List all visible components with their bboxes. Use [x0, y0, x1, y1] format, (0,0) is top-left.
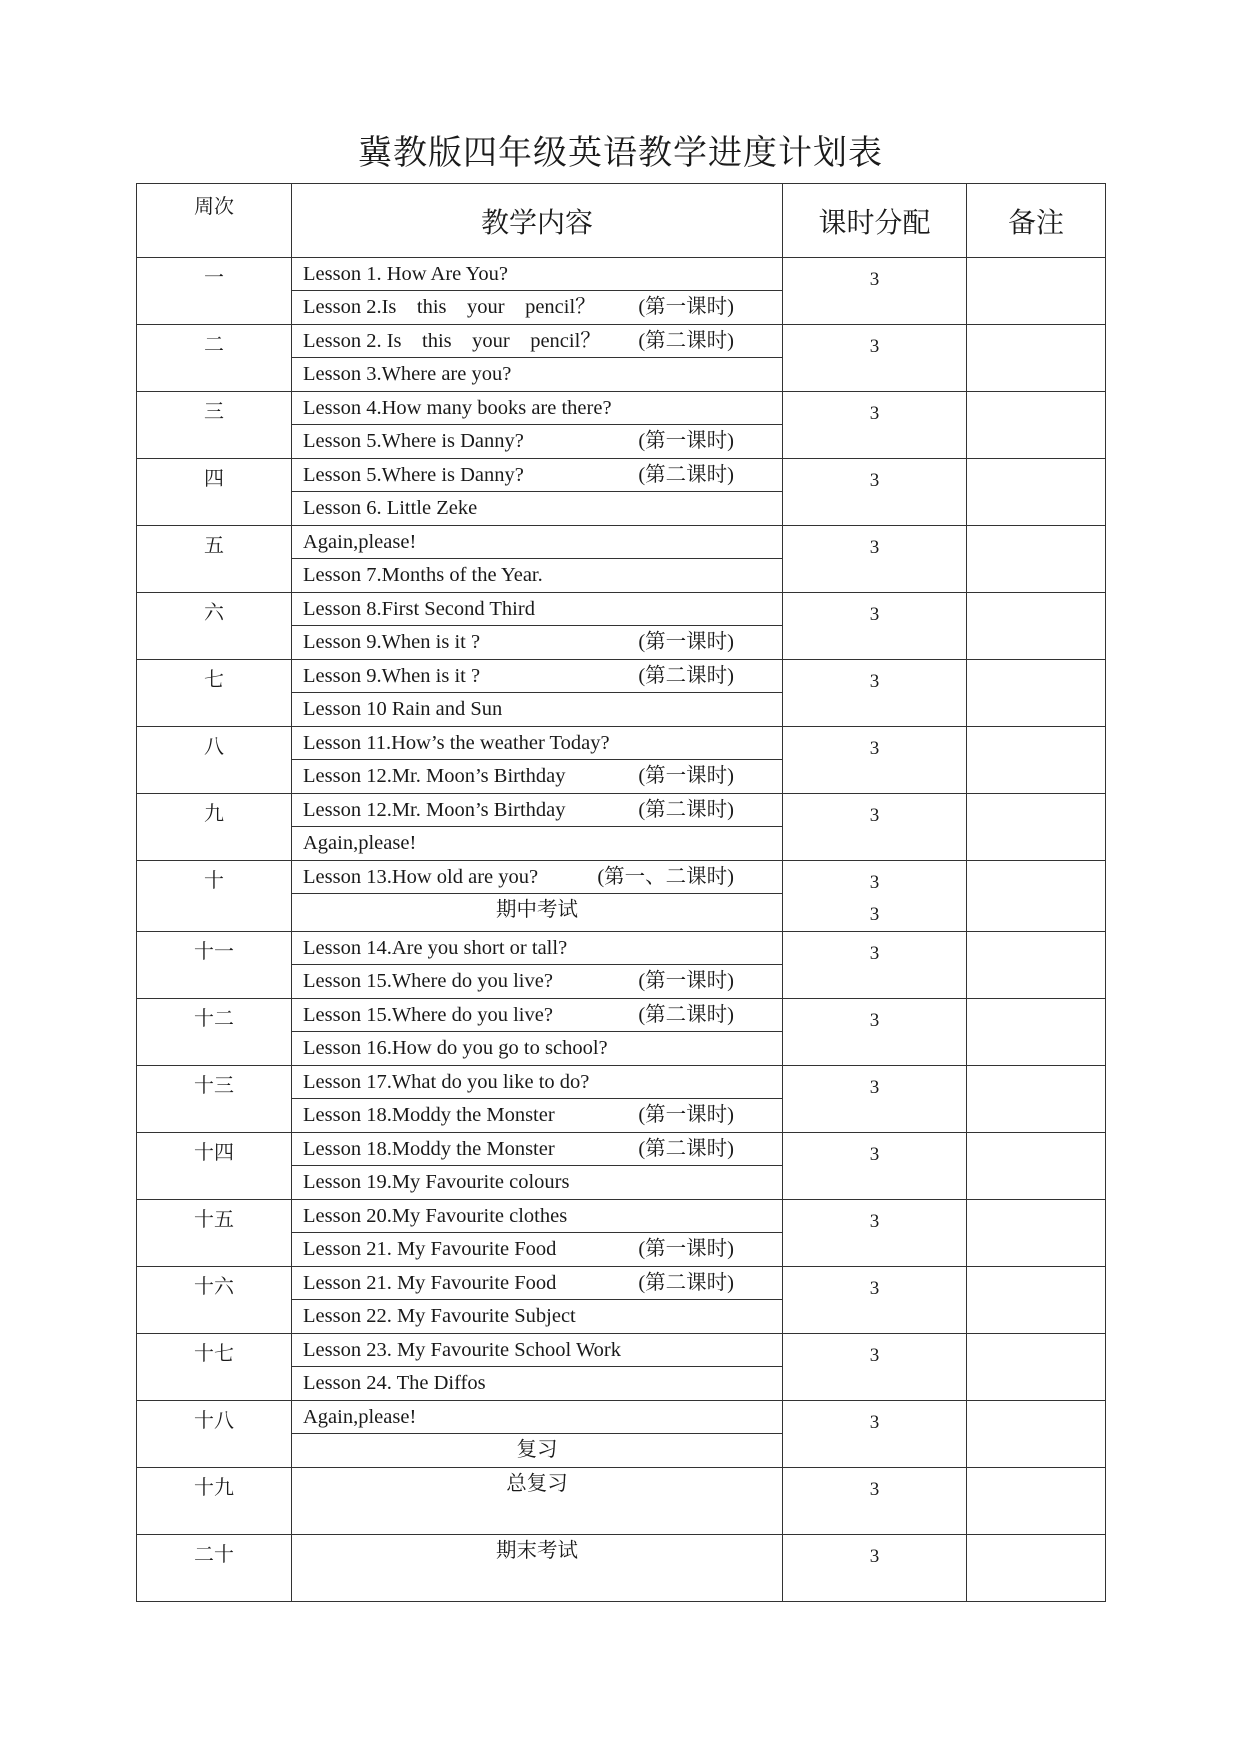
table-row [137, 593, 1106, 660]
period-tag: (第一、二课时) [597, 866, 734, 888]
week-label: 十六 [194, 1276, 234, 1298]
week-cell [137, 1468, 292, 1535]
week-cell [137, 1133, 292, 1200]
week-cell [137, 794, 292, 861]
hours-value: 3 [869, 1345, 880, 1366]
hours-cell [783, 861, 967, 932]
week-cell [137, 258, 292, 325]
notes-cell [967, 459, 1106, 526]
table-row [137, 1133, 1106, 1200]
content-cell [292, 1535, 783, 1602]
hours-value: 3 [869, 1546, 880, 1567]
period-tag: (第二课时) [638, 1004, 734, 1026]
content-line [292, 827, 782, 860]
week-label: 十七 [194, 1343, 234, 1365]
hours-value: 3 [869, 604, 880, 625]
notes-cell [967, 660, 1106, 727]
content-line [292, 932, 782, 965]
lesson-text: Lesson 2. Is this your pencil？ [303, 330, 601, 352]
lesson-text: Lesson 1. How Are You? [303, 263, 508, 285]
week-cell [137, 1334, 292, 1401]
period-tag: (第一课时) [638, 1238, 734, 1260]
hours-value: 3 [869, 1278, 880, 1299]
lesson-text: Lesson 6. Little Zeke [303, 497, 478, 519]
notes-cell [967, 392, 1106, 459]
lesson-text: Lesson 12.Mr. Moon’s Birthday [303, 765, 566, 787]
content-line [292, 626, 782, 659]
content-line [292, 1468, 782, 1534]
hours-cell [783, 660, 967, 727]
content-line [292, 325, 782, 358]
content-line [292, 861, 782, 894]
table-row [137, 1401, 1106, 1468]
content-line [292, 1300, 782, 1333]
lesson-text: Lesson 8.First Second Third [303, 598, 535, 620]
content-line [292, 894, 782, 927]
lesson-text: Lesson 3.Where are you? [303, 363, 512, 385]
lesson-text: Lesson 20.My Favourite clothes [303, 1205, 568, 1227]
week-cell [137, 1066, 292, 1133]
hours-value: 3 [869, 1010, 880, 1031]
period-tag: (第二课时) [638, 1138, 734, 1160]
table-row [137, 1267, 1106, 1334]
period-tag: (第一课时) [638, 1104, 734, 1126]
lesson-text: Lesson 11.How’s the weather Today? [303, 732, 610, 754]
hours-cell [783, 1334, 967, 1401]
hours-cell [783, 1200, 967, 1267]
content-cell [292, 660, 783, 727]
hours-cell [783, 1468, 967, 1535]
lesson-text: Lesson 10 Rain and Sun [303, 698, 503, 720]
week-label: 三 [204, 401, 224, 423]
week-cell [137, 727, 292, 794]
header-notes: 备注 [967, 184, 1106, 258]
schedule-table [136, 183, 1106, 1602]
header-hours: 课时分配 [783, 184, 967, 258]
period-tag: (第二课时) [638, 799, 734, 821]
content-cell [292, 861, 783, 932]
lesson-text: Lesson 15.Where do you live? [303, 970, 553, 992]
hours-value: 3 [869, 671, 880, 692]
content-cell [292, 258, 783, 325]
lesson-text: Lesson 16.How do you go to school? [303, 1037, 608, 1059]
content-cell [292, 1267, 783, 1334]
hours-value: 3 [869, 336, 880, 357]
content-line [292, 526, 782, 559]
content-line [292, 425, 782, 458]
notes-cell [967, 526, 1106, 593]
hours-value: 3 [869, 1479, 880, 1500]
lesson-text: Lesson 4.How many books are there? [303, 397, 612, 419]
content-cell [292, 1468, 783, 1535]
table-row [137, 794, 1106, 861]
content-line [292, 660, 782, 693]
lesson-text: 复习 [516, 1439, 558, 1461]
content-cell [292, 459, 783, 526]
content-line [292, 999, 782, 1032]
week-label: 九 [204, 803, 224, 825]
notes-cell [967, 325, 1106, 392]
week-label: 十三 [194, 1075, 234, 1097]
content-line [292, 1099, 782, 1132]
hours-cell [783, 1401, 967, 1468]
lesson-text: Lesson 9.When is it ? [303, 665, 481, 687]
content-line [292, 392, 782, 425]
content-cell [292, 1133, 783, 1200]
period-tag: (第一课时) [638, 631, 734, 653]
week-cell [137, 325, 292, 392]
table-row [137, 660, 1106, 727]
content-cell [292, 727, 783, 794]
period-tag: (第一课时) [638, 765, 734, 787]
hours-cell [783, 727, 967, 794]
content-cell [292, 1334, 783, 1401]
lesson-text: Lesson 5.Where is Danny? [303, 430, 524, 452]
content-cell [292, 392, 783, 459]
week-cell [137, 1267, 292, 1334]
hours-value: 3 [869, 537, 880, 558]
content-line [292, 1133, 782, 1166]
week-label: 十 [204, 870, 224, 892]
week-cell [137, 1401, 292, 1468]
week-cell [137, 1200, 292, 1267]
notes-cell [967, 1267, 1106, 1334]
period-tag: (第二课时) [638, 464, 734, 486]
week-label: 十九 [194, 1477, 234, 1499]
week-label: 十二 [194, 1008, 234, 1030]
lesson-text: Again,please! [303, 832, 417, 854]
week-cell [137, 459, 292, 526]
content-line [292, 459, 782, 492]
content-line [292, 492, 782, 525]
hours-cell [783, 459, 967, 526]
notes-cell [967, 1334, 1106, 1401]
notes-cell [967, 593, 1106, 660]
table-row [137, 1200, 1106, 1267]
notes-cell [967, 999, 1106, 1066]
period-tag: (第一课时) [638, 970, 734, 992]
notes-cell [967, 258, 1106, 325]
hours-cell [783, 1267, 967, 1334]
hours-cell [783, 1535, 967, 1602]
hours-value: 3 [869, 943, 880, 964]
content-line [292, 1267, 782, 1300]
notes-cell [967, 1401, 1106, 1468]
content-line [292, 1032, 782, 1065]
week-label: 五 [204, 535, 224, 557]
table-row [137, 727, 1106, 794]
schedule-body [137, 258, 1106, 1602]
content-cell [292, 1401, 783, 1468]
week-label: 二 [204, 334, 224, 356]
hours-value: 3 [869, 904, 880, 925]
hours-value: 3 [869, 1211, 880, 1232]
hours-cell [783, 794, 967, 861]
week-label: 十四 [194, 1142, 234, 1164]
lesson-text: Lesson 15.Where do you live? [303, 1004, 553, 1026]
content-line [292, 1535, 782, 1601]
table-row [137, 1535, 1106, 1602]
document-title: 冀教版四年级英语教学进度计划表 [358, 135, 883, 172]
content-line [292, 1233, 782, 1266]
lesson-text: Lesson 5.Where is Danny? [303, 464, 524, 486]
week-label: 四 [204, 468, 224, 490]
week-cell [137, 593, 292, 660]
week-label: 十一 [194, 941, 234, 963]
hours-cell [783, 392, 967, 459]
notes-cell [967, 727, 1106, 794]
hours-value: 3 [869, 269, 880, 290]
table-row [137, 459, 1106, 526]
table-row [137, 999, 1106, 1066]
table-row [137, 1334, 1106, 1401]
week-label: 一 [204, 267, 224, 289]
notes-cell [967, 1066, 1106, 1133]
week-label: 十五 [194, 1209, 234, 1231]
content-line [292, 559, 782, 592]
lesson-text: Lesson 2.Is this your pencil？ [303, 296, 596, 318]
notes-cell [967, 932, 1106, 999]
content-line [292, 693, 782, 726]
content-line [292, 794, 782, 827]
lesson-text: Lesson 18.Moddy the Monster [303, 1104, 555, 1126]
content-line [292, 358, 782, 391]
hours-cell [783, 999, 967, 1066]
lesson-text: 期中考试 [496, 899, 578, 921]
content-line [292, 1200, 782, 1233]
hours-value: 3 [869, 1412, 880, 1433]
week-label: 八 [204, 736, 224, 758]
lesson-text: Lesson 23. My Favourite School Work [303, 1339, 621, 1361]
content-line [292, 1367, 782, 1400]
hours-cell [783, 325, 967, 392]
lesson-text: Lesson 14.Are you short or tall? [303, 937, 568, 959]
lesson-text: Lesson 13.How old are you? [303, 866, 539, 888]
period-tag: (第一课时) [638, 430, 734, 452]
hours-value: 3 [869, 1144, 880, 1165]
lesson-text: Lesson 21. My Favourite Food [303, 1238, 557, 1260]
lesson-text: 期末考试 [496, 1540, 578, 1562]
lesson-text: Lesson 19.My Favourite colours [303, 1171, 570, 1193]
content-cell [292, 325, 783, 392]
period-tag: (第二课时) [638, 665, 734, 687]
week-label: 七 [204, 669, 224, 691]
content-line [292, 1066, 782, 1099]
week-cell [137, 861, 292, 932]
notes-cell [967, 1133, 1106, 1200]
content-line [292, 965, 782, 998]
content-cell [292, 794, 783, 861]
lesson-text: Lesson 17.What do you like to do? [303, 1071, 590, 1093]
content-cell [292, 1200, 783, 1267]
lesson-text: 总复习 [506, 1473, 568, 1495]
table-row [137, 861, 1106, 932]
table-row [137, 526, 1106, 593]
notes-cell [967, 1200, 1106, 1267]
table-row [137, 932, 1106, 999]
table-row [137, 325, 1106, 392]
period-tag: (第一课时) [638, 296, 734, 318]
hours-value: 3 [869, 738, 880, 759]
notes-cell [967, 1468, 1106, 1535]
content-cell [292, 593, 783, 660]
week-cell [137, 660, 292, 727]
hours-cell [783, 1066, 967, 1133]
content-line [292, 291, 782, 324]
hours-value: 3 [869, 872, 880, 893]
content-line [292, 258, 782, 291]
content-line [292, 1334, 782, 1367]
lesson-text: Lesson 12.Mr. Moon’s Birthday [303, 799, 566, 821]
lesson-text: Lesson 24. The Diffos [303, 1372, 486, 1394]
notes-cell [967, 1535, 1106, 1602]
notes-cell [967, 794, 1106, 861]
week-label: 二十 [194, 1544, 234, 1566]
header-week: 周次 [137, 184, 292, 258]
content-line [292, 727, 782, 760]
table-row [137, 258, 1106, 325]
lesson-text: Lesson 22. My Favourite Subject [303, 1305, 576, 1327]
content-line [292, 1401, 782, 1434]
lesson-text: Lesson 9.When is it ? [303, 631, 481, 653]
table-row [137, 392, 1106, 459]
lesson-text: Lesson 18.Moddy the Monster [303, 1138, 555, 1160]
content-cell [292, 1066, 783, 1133]
header-content: 教学内容 [292, 184, 783, 258]
week-cell [137, 392, 292, 459]
lesson-text: Lesson 7.Months of the Year. [303, 564, 543, 586]
hours-cell [783, 1133, 967, 1200]
content-line [292, 1434, 782, 1467]
table-row [137, 1468, 1106, 1535]
hours-value: 3 [869, 470, 880, 491]
period-tag: (第二课时) [638, 1272, 734, 1294]
week-label: 六 [204, 602, 224, 624]
hours-value: 3 [869, 1077, 880, 1098]
week-cell [137, 999, 292, 1066]
period-tag: (第二课时) [638, 330, 734, 352]
hours-value: 3 [869, 403, 880, 424]
lesson-text: Lesson 21. My Favourite Food [303, 1272, 557, 1294]
content-cell [292, 932, 783, 999]
hours-cell [783, 593, 967, 660]
notes-cell [967, 861, 1106, 932]
content-line [292, 1166, 782, 1199]
week-label: 十八 [194, 1410, 234, 1432]
hours-cell [783, 258, 967, 325]
hours-value: 3 [869, 805, 880, 826]
content-line [292, 593, 782, 626]
content-line [292, 760, 782, 793]
hours-cell [783, 526, 967, 593]
lesson-text: Again,please! [303, 531, 417, 553]
table-row [137, 1066, 1106, 1133]
content-cell [292, 526, 783, 593]
lesson-text: Again,please! [303, 1406, 417, 1428]
week-cell [137, 932, 292, 999]
week-cell [137, 526, 292, 593]
week-cell [137, 1535, 292, 1602]
header-row [137, 184, 1106, 258]
hours-cell [783, 932, 967, 999]
content-cell [292, 999, 783, 1066]
